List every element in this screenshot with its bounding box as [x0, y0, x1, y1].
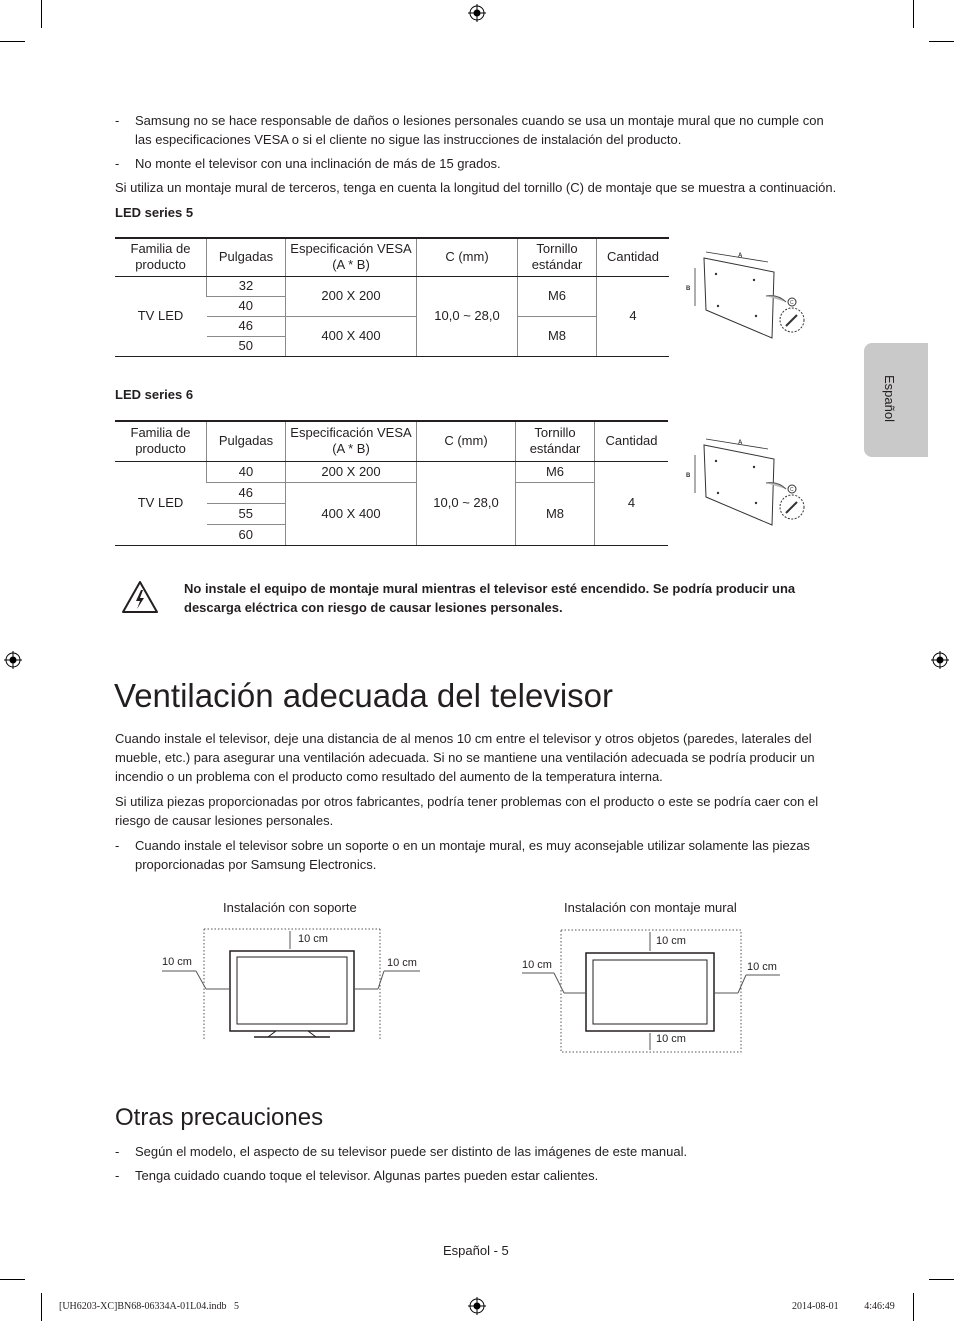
dimension-c-label: C	[790, 487, 794, 493]
bullet-text: Tenga cuidado cuando toque el televisor. Algunas partes pueden estar calientes.	[135, 1168, 599, 1183]
inches-cell: 46	[207, 316, 286, 336]
bullet-text: No monte el televisor con una inclinación de más de 15 grados.	[135, 156, 501, 171]
series6-table	[115, 420, 668, 546]
inches-cell: 40	[207, 296, 286, 316]
header-cell: Pulgadas	[207, 238, 286, 276]
clearance-top-label: 10 cm	[298, 933, 328, 945]
qty-cell: 4	[597, 276, 670, 356]
bullet-item: - Tenga cuidado cuando toque el televisor. Algunas partes pueden estar calientes.	[115, 1166, 835, 1186]
ventilation-paragraph: Cuando instale el televisor, deje una distancia de al menos 10 cm entre el televisor y otros objetos (paredes, laterales del mueble, etc.) para asegurar una ventilación adecuada. Si no se mantiene una ventilación adecuada se podría producir un incendio o un problema con el producto como resultado del aumento de la temperatura interna.	[115, 731, 815, 784]
clearance-right-label: 10 cm	[387, 957, 417, 969]
header-cell: C (mm)	[417, 421, 516, 461]
header-cell: Cantidad	[597, 238, 670, 276]
clearance-left-label: 10 cm	[522, 959, 552, 971]
vesa-cell: 200 X 200	[286, 461, 417, 482]
page-number: Español - 5	[443, 1243, 509, 1258]
screw-cell: M6	[518, 276, 597, 316]
vesa-cell: 400 X 400	[286, 316, 417, 356]
header-cell: Tornillo estándar	[516, 421, 595, 461]
inches-cell: 46	[207, 482, 286, 503]
clearance-bottom-label: 10 cm	[656, 1033, 686, 1045]
header-cell: Tornillo estándar	[518, 238, 597, 276]
bullet-item: - Según el modelo, el aspecto de su televisor puede ser distinto de las imágenes de este manual.	[115, 1142, 835, 1162]
header-cell: Familia de producto	[115, 238, 207, 276]
header-cell: Pulgadas	[207, 421, 286, 461]
inches-cell: 60	[207, 524, 286, 545]
vesa-cell: 200 X 200	[286, 276, 417, 316]
clearance-right-label: 10 cm	[747, 961, 777, 973]
inches-cell: 55	[207, 503, 286, 524]
header-cell: Cantidad	[595, 421, 669, 461]
crop-mark	[929, 41, 954, 42]
footer-timestamp: 2014-08-01 ￿￿ 4:46:49	[792, 1301, 895, 1312]
crop-mark	[913, 1293, 914, 1321]
screw-cell: M8	[518, 316, 597, 356]
bullet-text: Cuando instale el televisor sobre un soporte o en un montaje mural, es muy aconsejable utilizar solamente las piezas proporcionadas por Samsung Electronics.	[135, 838, 810, 872]
registration-mark-icon	[931, 651, 949, 669]
header-cell: Especificación VESA (A * B)	[286, 238, 417, 276]
registration-mark-icon	[4, 651, 22, 669]
wall-mount-diagram	[682, 246, 810, 340]
registration-mark-icon	[468, 1297, 486, 1315]
dimension-a-label: A	[738, 253, 743, 259]
ventilation-paragraph: Si utiliza piezas proporcionadas por otros fabricantes, podría tener problemas con el producto o este se podría caer con el riesgo de causar lesiones personales.	[115, 794, 819, 828]
screw-cell: M6	[516, 461, 595, 482]
family-cell: TV LED	[115, 461, 207, 545]
screw-cell: M8	[516, 482, 595, 545]
clearance-top-label: 10 cm	[656, 935, 686, 947]
bullet-item: - No monte el televisor con una inclinación de más de 15 grados.	[115, 154, 835, 174]
header-cell: Familia de producto	[115, 421, 207, 461]
header-cell: C (mm)	[417, 238, 518, 276]
stand-install-title: Instalación con soporte	[223, 900, 357, 915]
inches-cell: 40	[207, 461, 286, 482]
crop-mark	[0, 1279, 25, 1280]
crop-mark	[41, 1293, 42, 1321]
crop-mark	[0, 41, 25, 42]
ventilation-title: Ventilación adecuada del televisor	[114, 677, 614, 714]
inches-cell: 50	[207, 336, 286, 356]
bullet-item: - Samsung no se hace responsable de daños o lesiones personales cuando se usa un montaje mural que no cumple con las especificaciones VESA o si el cliente no sigue las instrucciones de instalación del producto.	[115, 111, 835, 151]
qty-cell: 4	[595, 461, 669, 545]
footer-file-info: [UH6203-XC]BN68-06334A-01L04.indb 5	[59, 1301, 239, 1312]
language-side-tab	[864, 343, 928, 457]
series6-title: LED series 6	[115, 387, 194, 402]
dimension-c-label: C	[790, 300, 794, 306]
inches-cell: 32	[207, 276, 286, 296]
precautions-title: Otras precauciones	[115, 1104, 324, 1131]
wall-mount-diagram	[682, 433, 810, 527]
stand-installation-diagram	[158, 925, 428, 1045]
header-cell: Especificación VESA (A * B)	[286, 421, 417, 461]
bullet-text: Según el modelo, el aspecto de su televisor puede ser distinto de las imágenes de este manual.	[135, 1144, 688, 1159]
c-mm-cell: 10,0 ~ 28,0	[417, 461, 516, 545]
series5-table	[115, 237, 669, 357]
wall-installation-diagram	[518, 927, 788, 1057]
dimension-b-label: B	[686, 473, 691, 479]
family-cell: TV LED	[115, 276, 207, 356]
warning-text: No instale el equipo de montaje mural mientras el televisor esté encendido. Se podría producir una descarga eléctrica con riesgo de causar lesiones personales.	[184, 581, 796, 615]
third-party-note: Si utiliza un montaje mural de terceros, tenga en cuenta la longitud del tornillo (C) de montaje que se muestra a continuación.	[115, 180, 837, 195]
registration-mark-icon	[468, 4, 486, 22]
crop-mark	[913, 0, 914, 28]
crop-mark	[41, 0, 42, 28]
clearance-left-label: 10 cm	[162, 956, 192, 968]
dimension-b-label: B	[686, 286, 691, 292]
c-mm-cell: 10,0 ~ 28,0	[417, 276, 518, 356]
side-tab-label: Español	[882, 375, 897, 422]
vesa-cell: 400 X 400	[286, 482, 417, 545]
dimension-a-label: A	[738, 440, 743, 446]
electric-hazard-icon	[121, 580, 159, 614]
wall-install-title: Instalación con montaje mural	[564, 900, 737, 915]
bullet-text: Samsung no se hace responsable de daños o lesiones personales cuando se usa un montaje mural que no cumple con las especificaciones VESA o si el cliente no sigue las instrucciones de instalación del producto.	[135, 113, 824, 147]
crop-mark	[929, 1279, 954, 1280]
series5-title: LED series 5	[115, 205, 194, 220]
bullet-item: - Cuando instale el televisor sobre un soporte o en un montaje mural, es muy aconsejable utilizar solamente las piezas proporcionadas por Samsung Electronics.	[115, 836, 835, 876]
